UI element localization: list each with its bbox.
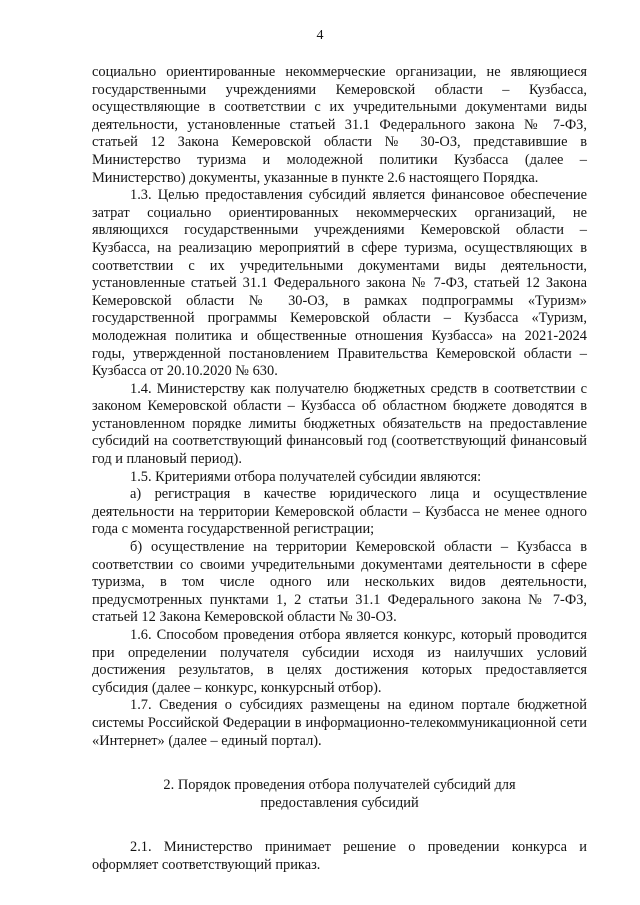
paragraph-1-5-a: а) регистрация в качестве юридического лица и осуществление деятельности на территории Кемеровской области – Кузбасса не менее одного года с момента государственной регистрации;: [92, 486, 587, 538]
paragraph-1-7: 1.7. Сведения о субсидиях размещены на едином портале бюджетной системы Российской Федерации в информационно-телекоммуникационной сети «Интернет» (далее – единый портал).: [92, 697, 587, 749]
paragraph-1-5-b: б) осуществление на территории Кемеровской области – Кузбасса в соответствии со своими учредительными документами деятельности в сфере туризма, в том числе одного или нескольких видов деятельности, предусмотренных пунктами 1, 2 статьи 31.1 Федерального закона № 7-ФЗ, статьей 12 Закона Кемеровской области № 30-ОЗ.: [92, 539, 587, 626]
paragraph-2-1: 2.1. Министерство принимает решение о проведении конкурса и оформляет соответствующий приказ.: [92, 839, 587, 873]
section-heading: 2. Порядок проведения отбора получателей субсидий для предоставления субсидий: [163, 777, 516, 811]
document-body: [92, 64, 587, 875]
paragraph-1-3: 1.3. Целью предоставления субсидий является финансовое обеспечение затрат социально ориентированных некоммерческих организаций, не являющихся государственными учреждениями Кемеровской области – Кузбасса, на реализацию мероприятий в сфере туризма, осуществляющих в соответствии с их учредительными документами виды деятельности, установленные статьей 31.1 Федерального закона № 7-ФЗ, статьей 12 Закона Кемеровской области № 30-ОЗ, в рамках подпрограммы «Туризм» государственной программы Кемеровской области – Кузбасса «Туризм, молодежная политика и общественные отношения Кузбасса» на 2021-2024 годы, утвержденной постановлением Правительства Кемеровской области – Кузбасса от 20.10.2020 № 630.: [92, 187, 587, 380]
paragraph-1-5: 1.5. Критериями отбора получателей субсидии являются:: [130, 468, 482, 485]
paragraph-continuation: социально ориентированные некоммерческие организации, не являющиеся государственными учреждениями Кемеровской области – Кузбасса, осуществляющие в соответствии с их учредительными документами виды деятельности, установленные статьей 31.1 Федерального закона № 7-ФЗ, статьей 12 Закона Кемеровской области № 30-ОЗ, представившие в Министерство туризма и молодежной политики Кузбасса (далее – Министерство) документы, указанные в пункте 2.6 настоящего Порядка.: [92, 64, 587, 186]
paragraph-1-4: 1.4. Министерству как получателю бюджетных средств в соответствии с законом Кемеровской области – Кузбасса об областном бюджете доводятся в установленном порядке лимиты бюджетных обязательств на предоставление субсидий на соответствующий финансовый год (соответствующий финансовый год и плановый период).: [92, 380, 587, 468]
page-number: 4: [316, 28, 324, 43]
paragraph-1-6: 1.6. Способом проведения отбора является конкурс, который проводится при определении получателя субсидии исходя из наилучших условий достижения результатов, в целях достижения которых предоставляется субсидия (далее – конкурс, конкурсный отбор).: [92, 627, 587, 696]
